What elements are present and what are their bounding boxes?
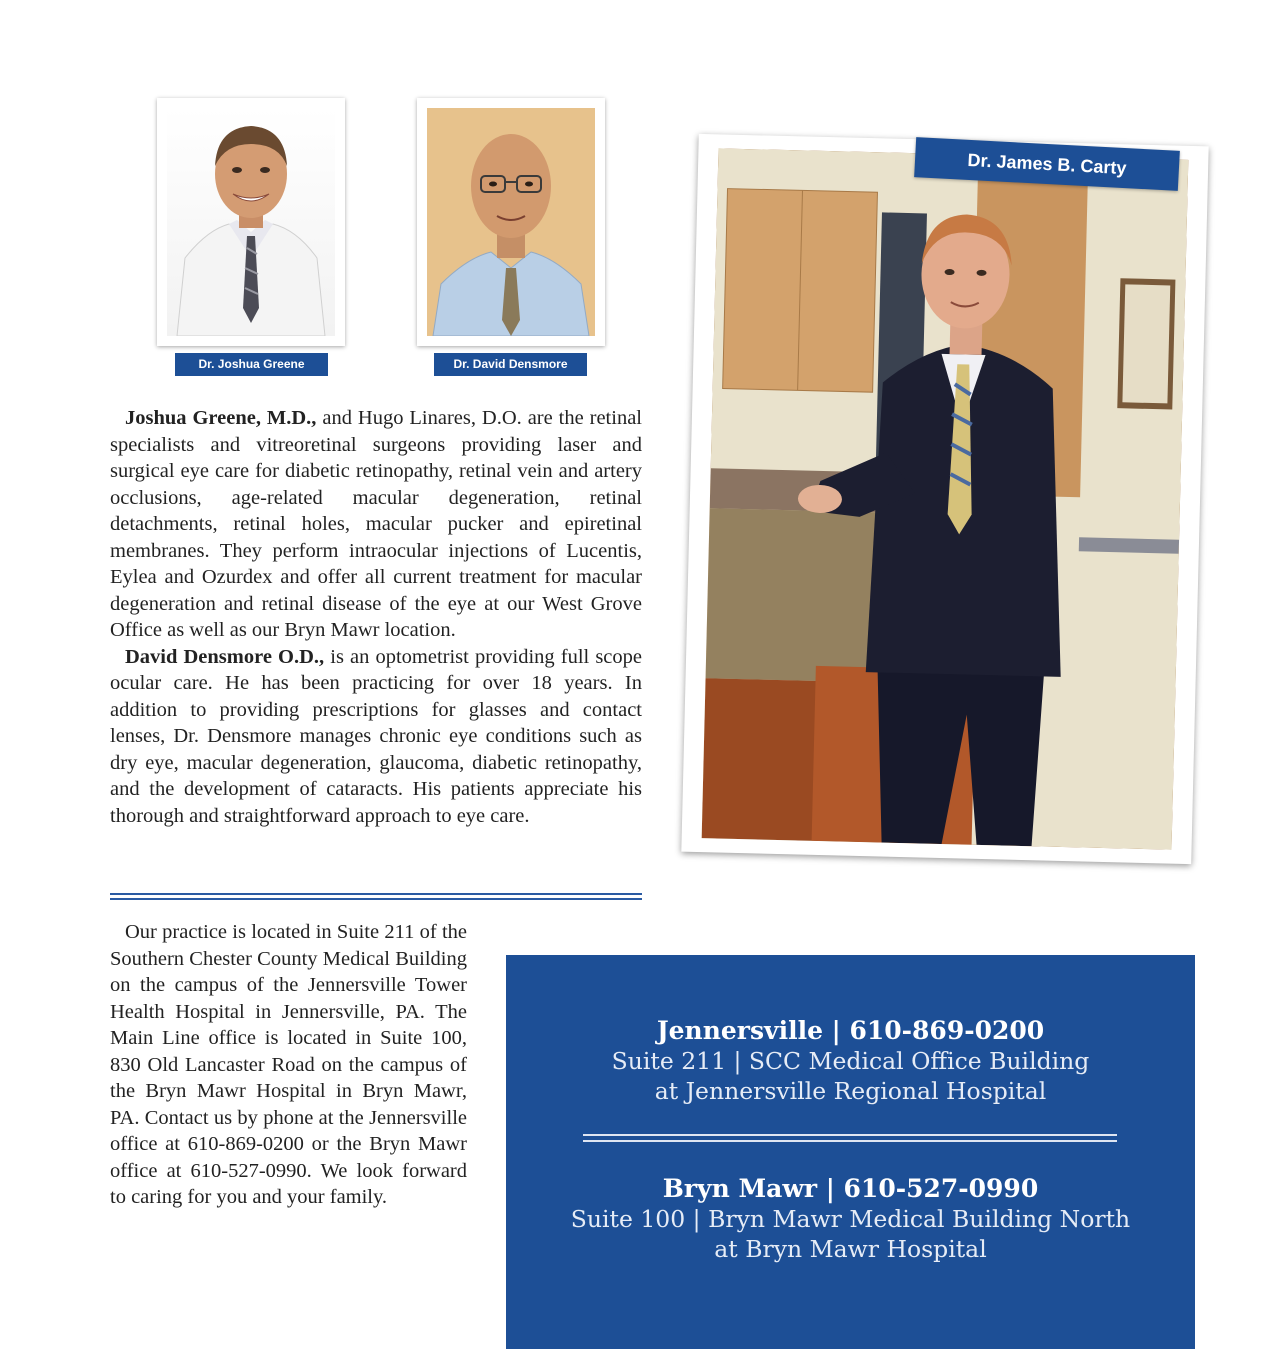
caption-james-carty: Dr. James B. Carty bbox=[914, 137, 1180, 191]
location-paragraph: Our practice is located in Suite 211 of the Southern Chester County Medical Building on the campus of the Jennersville Tower Health Hospital in Jennersville, PA. The Main Line office is located in Suite 100, 830 Old Lancaster Road on the campus of the Bryn Mawr Hospital in Bryn Mawr, PA. Contact us by phone at the Jennersville office at 610-869-0200 or the Bryn Mawr office at 610-527-0990. We look forward to caring for you and your family. bbox=[110, 921, 467, 1208]
office-bryn-mawr bbox=[506, 1173, 1195, 1264]
section-divider bbox=[110, 893, 642, 900]
contact-divider bbox=[583, 1134, 1117, 1142]
bio-greene bbox=[110, 405, 642, 644]
bio-densmore bbox=[110, 644, 642, 830]
office-bryn-mawr-line1: Suite 100 | Bryn Mawr Medical Building North bbox=[570, 1205, 1131, 1233]
caption-joshua-greene: Dr. Joshua Greene bbox=[175, 353, 328, 376]
portrait-joshua-greene bbox=[157, 98, 345, 346]
office-bryn-mawr-line2: at Bryn Mawr Hospital bbox=[714, 1235, 987, 1263]
contact-box bbox=[506, 955, 1195, 1349]
caption-david-densmore: Dr. David Densmore bbox=[434, 353, 587, 376]
photo-david-densmore bbox=[427, 108, 595, 336]
office-jennersville-line1: Suite 211 | SCC Medical Office Building bbox=[611, 1047, 1090, 1075]
office-jennersville-heading: Jennersville | 610-869-0200 bbox=[656, 1016, 1045, 1045]
bio-greene-name: Joshua Greene, M.D., bbox=[125, 407, 317, 429]
photo-james-carty bbox=[702, 148, 1189, 849]
photo-james-carty-frame bbox=[681, 134, 1208, 864]
office-bryn-mawr-heading: Bryn Mawr | 610-527-0990 bbox=[662, 1174, 1039, 1203]
office-jennersville-line2: at Jennersville Regional Hospital bbox=[654, 1077, 1047, 1105]
bio-greene-text: and Hugo Linares, D.O. are the retinal specialists and vitreoretinal surgeons providing laser and surgical eye care for diabetic retinopathy, retinal vein and artery occlusions, age-related macular degeneration, retinal detachments, retinal holes, macular pucker and epiretinal membranes. They perform intraocular injections of Lucentis, Eylea and Ozurdex and offer all current treatment for macular degeneration and retinal disease of the eye at our West Grove Office as well as our Bryn Mawr location. bbox=[110, 407, 642, 641]
office-jennersville bbox=[506, 1015, 1195, 1106]
portrait-david-densmore bbox=[417, 98, 605, 346]
photo-joshua-greene bbox=[167, 108, 335, 336]
bio-densmore-text: is an optometrist providing full scope ocular care. He has been practicing for over 18 years. In addition to providing prescriptions for glasses and contact lenses, Dr. Densmore manages chronic eye conditions such as dry eye, macular degeneration, glaucoma, diabetic retinopathy, and the development of cataracts. His patients appreciate his thorough and straightforward approach to eye care. bbox=[110, 645, 642, 827]
bio-section bbox=[110, 405, 642, 829]
bio-densmore-name: David Densmore O.D., bbox=[125, 645, 325, 668]
